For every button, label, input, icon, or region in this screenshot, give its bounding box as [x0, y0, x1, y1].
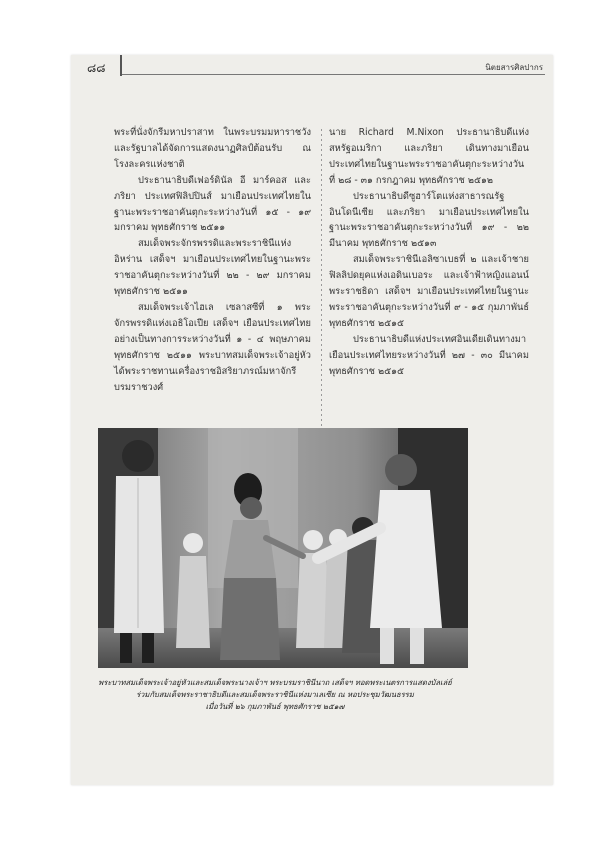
paragraph: ประธานาธิบดีซูฮาร์โตแห่งสาธารณรัฐอินโดนีเซีย และภริยา มาเยือนประเทศไทยในฐานะพระราชอาคันตุกะระหว่างวันที่ ๑๙ - ๒๒ มีนาคม พุทธศักราช ๒๕๑๓: [329, 190, 529, 250]
book-page: [71, 55, 553, 785]
photo-caption: [70, 677, 480, 713]
paragraph: นาย Richard M.Nixon ประธานาธิบดีแห่งสหรัฐอเมริกา และภริยา เดินทางมาเยือนประเทศไทยในฐานะพระราชอาคันตุกะระหว่างวันที่ ๒๘ - ๓๑ กรกฎาคม พุทธศักราช ๒๕๑๒: [329, 127, 529, 186]
paragraph: สมเด็จพระราชินีเอลิซาเบธที่ ๒ และเจ้าชายฟิลลิปดยุคแห่งเอดินเบอระ และเจ้าฟ้าหญิงแอนน์ พระราชธิดา เสด็จฯ มาเยือนประเทศไทยในฐานะพระราชอาคันตุกะระหว่างวันที่ ๙ - ๑๕ กุมภาพันธ์ พุทธศักราช ๒๕๑๕: [329, 254, 529, 329]
left-text-column: [114, 125, 311, 395]
column-divider: [321, 129, 322, 475]
paragraph: ประธานาธิบดีเฟอร์ดินัล อี มาร์คอส และภริยา ประเทศฟิลิปปินส์ มาเยือนประเทศไทยในฐานะพระราชอาคันตุกะระหว่างวันที่ ๑๕ - ๑๙ มกราคม พุทธศักราช ๒๕๑๑: [114, 174, 311, 234]
right-text-column: [329, 125, 529, 380]
paragraph: สมเด็จพระจักรพรรดิและพระราชินีแห่งอิหร่าน เสด็จฯ มาเยือนประเทศไทยในฐานะพระราชอาคันตุกะระหว่างวันที่ ๒๒ - ๒๙ มกราคม พุทธศักราช ๒๕๑๑: [114, 238, 311, 298]
caption-line: เมื่อวันที่ ๒๖ กุมภาพันธ์ พุทธศักราช ๒๕๑๗: [205, 702, 345, 711]
historical-photo: [98, 428, 468, 668]
page-number: ๘๘: [87, 61, 106, 75]
paragraph: สมเด็จพระเจ้าไฮเล เซลาสซีที่ ๑ พระจักรพรรดิแห่งเอธิโอเปีย เสด็จฯ เยือนประเทศไทยอย่างเป็นทางการระหว่างวันที่ ๑ - ๔ พฤษภาคม พุทธศักราช ๒๕๑๑ พระบาทสมเด็จพระเจ้าอยู่หัวได้พระราชทานเครื่องราชอิสริยาภรณ์มหาจักรีบรมราชวงศ์: [114, 301, 311, 393]
header-divider-tick: [120, 55, 122, 76]
caption-line: ร่วมกับสมเด็จพระราชาธิบดีและสมเด็จพระราชินีแห่งมาเลเซีย ณ หอประชุมวัฒนธรรม: [136, 690, 414, 699]
paragraph: พระที่นั่งจักรีมหาปราสาท ในพระบรมมหาราชวัง และรัฐบาลได้จัดการแสดงนาฏศิลป์ต้อนรับ ณ โรงละครแห่งชาติ: [114, 127, 311, 170]
paragraph: ประธานาธิบดีแห่งประเทศอินเดียเดินทางมาเยือนประเทศไทยระหว่างวันที่ ๒๗ - ๓๐ มีนาคม พุทธศักราช ๒๕๑๕: [329, 333, 529, 377]
header-rule: [122, 74, 545, 75]
caption-line: พระบาทสมเด็จพระเจ้าอยู่หัวและสมเด็จพระนางเจ้าฯ พระบรมราชินีนาถ เสด็จฯ ทอดพระเนตรการแสดงบัลเล่ย์: [98, 678, 452, 687]
photo-illustration: [98, 428, 468, 668]
journal-title: นิตยสารศิลปากร: [485, 63, 543, 72]
